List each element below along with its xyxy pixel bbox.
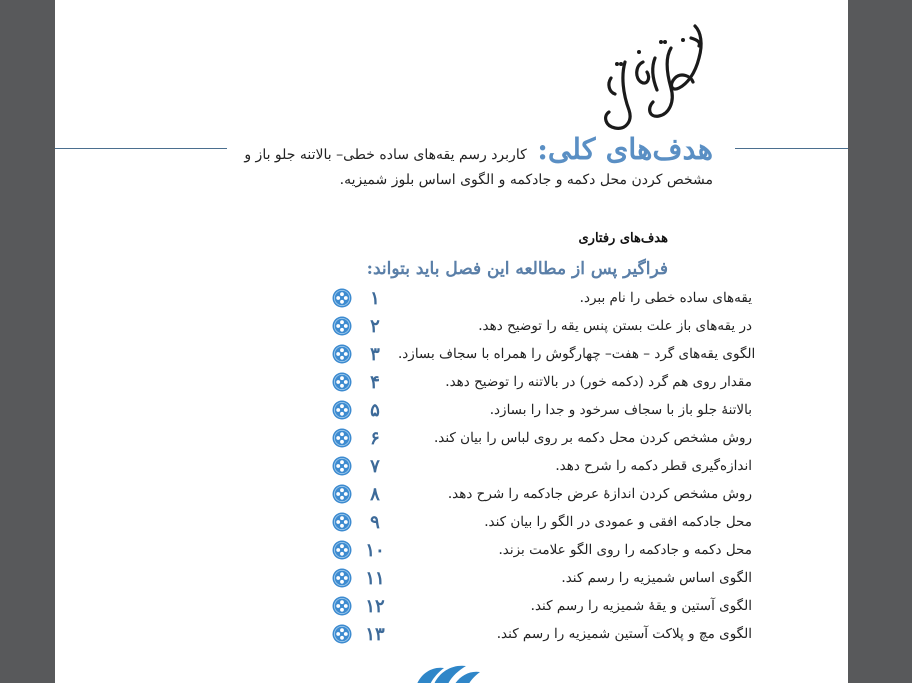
general-goals-text-1: کاربرد رسم یقه‌های ساده خطی– بالاتنه جلو باز و	[244, 147, 527, 163]
list-item-number: ۱۲	[365, 595, 385, 617]
behavioral-goals-list	[332, 284, 756, 648]
general-goals	[213, 126, 713, 194]
list-item-number: ۱	[370, 287, 380, 309]
list-item-text: محل دکمه و جادکمه را روی الگو علامت بزند.	[498, 542, 752, 558]
list-item-text: الگوی آستین و یقهٔ شمیزیه را رسم کند.	[530, 598, 752, 614]
flower-bullet-icon	[332, 624, 352, 644]
list-item-text: بالاتنهٔ جلو باز با سجاف سرخود و جدا را بسازد.	[489, 402, 752, 418]
list-item	[332, 592, 752, 620]
list-item-text: الگوی اساس شمیزیه را رسم کند.	[561, 570, 752, 586]
flower-bullet-icon	[332, 316, 352, 336]
chapter-title-text	[715, 18, 716, 19]
list-item-number: ۵	[370, 399, 380, 421]
flower-bullet-icon	[332, 428, 352, 448]
flower-bullet-icon	[332, 344, 352, 364]
list-item	[332, 340, 756, 368]
list-item	[332, 284, 752, 312]
flower-bullet-icon	[332, 456, 352, 476]
list-item-number: ۴	[370, 371, 380, 393]
list-item-text: محل جادکمه افقی و عمودی در الگو را بیان کند.	[484, 514, 752, 530]
list-item-text: روش مشخص کردن اندازهٔ عرض جادکمه را شرح دهد.	[447, 486, 752, 502]
list-item	[332, 424, 752, 452]
general-goals-heading: هدف‌های کلی:	[537, 132, 713, 166]
heading-rule-right	[735, 148, 848, 149]
list-item-number: ۳	[370, 343, 380, 365]
flower-bullet-icon	[332, 512, 352, 532]
flower-bullet-icon	[332, 596, 352, 616]
heading-rule-left	[55, 148, 227, 149]
list-item-number: ۱۳	[365, 623, 385, 645]
list-item-number: ۷	[370, 455, 380, 477]
flower-bullet-icon	[332, 540, 352, 560]
flower-bullet-icon	[332, 400, 352, 420]
leaf-logo-icon	[340, 660, 560, 683]
chapter-title-calligraphy	[595, 18, 715, 133]
list-item-number: ۱۰	[365, 539, 385, 561]
general-goals-line-1	[213, 126, 713, 166]
list-item-text: اندازه‌گیری قطر دکمه را شرح دهد.	[555, 458, 752, 474]
chapter-calligraphy-icon	[595, 18, 715, 133]
behavioral-goals-subtitle: فراگیر پس از مطالعه این فصل باید بتواند:	[366, 259, 668, 279]
list-item	[332, 536, 752, 564]
list-item-text: یقه‌های ساده خطی را نام ببرد.	[579, 290, 752, 306]
list-item-number: ۹	[370, 511, 380, 533]
list-item	[332, 312, 752, 340]
list-item	[332, 368, 752, 396]
list-item-number: ۲	[370, 315, 380, 337]
list-item-text: مقدار روی هم گرد (دکمه خور) در بالاتنه را توضیح دهد.	[445, 374, 752, 390]
list-item-text: در یقه‌های باز علت بستن پنس یقه را توضیح دهد.	[478, 318, 752, 334]
list-item	[332, 452, 752, 480]
list-item-number: ۱۱	[365, 567, 385, 589]
list-item	[332, 508, 752, 536]
footer-logo	[340, 660, 560, 683]
list-item-text: روش مشخص کردن محل دکمه بر روی لباس را بیان کند.	[433, 430, 752, 446]
flower-bullet-icon	[332, 568, 352, 588]
document-page	[55, 0, 848, 683]
list-item	[332, 480, 752, 508]
flower-bullet-icon	[332, 372, 352, 392]
general-goals-text-2: مشخص کردن محل دکمه و جادکمه و الگوی اساس بلوز شمیزیه.	[339, 172, 713, 188]
list-item-text: الگوی مچ و پلاکت آستین شمیزیه را رسم کند.	[496, 626, 752, 642]
behavioral-goals-title: هدف‌های رفتاری	[578, 231, 668, 246]
flower-bullet-icon	[332, 484, 352, 504]
list-item	[332, 620, 752, 648]
list-item	[332, 396, 752, 424]
flower-bullet-icon	[332, 288, 352, 308]
list-item-number: ۸	[370, 483, 380, 505]
list-item-number: ۶	[370, 427, 380, 449]
list-item	[332, 564, 752, 592]
list-item-text: الگوی یقه‌های گرد – هفت– چهارگوش را همراه با سجاف بسازد.	[398, 346, 756, 362]
